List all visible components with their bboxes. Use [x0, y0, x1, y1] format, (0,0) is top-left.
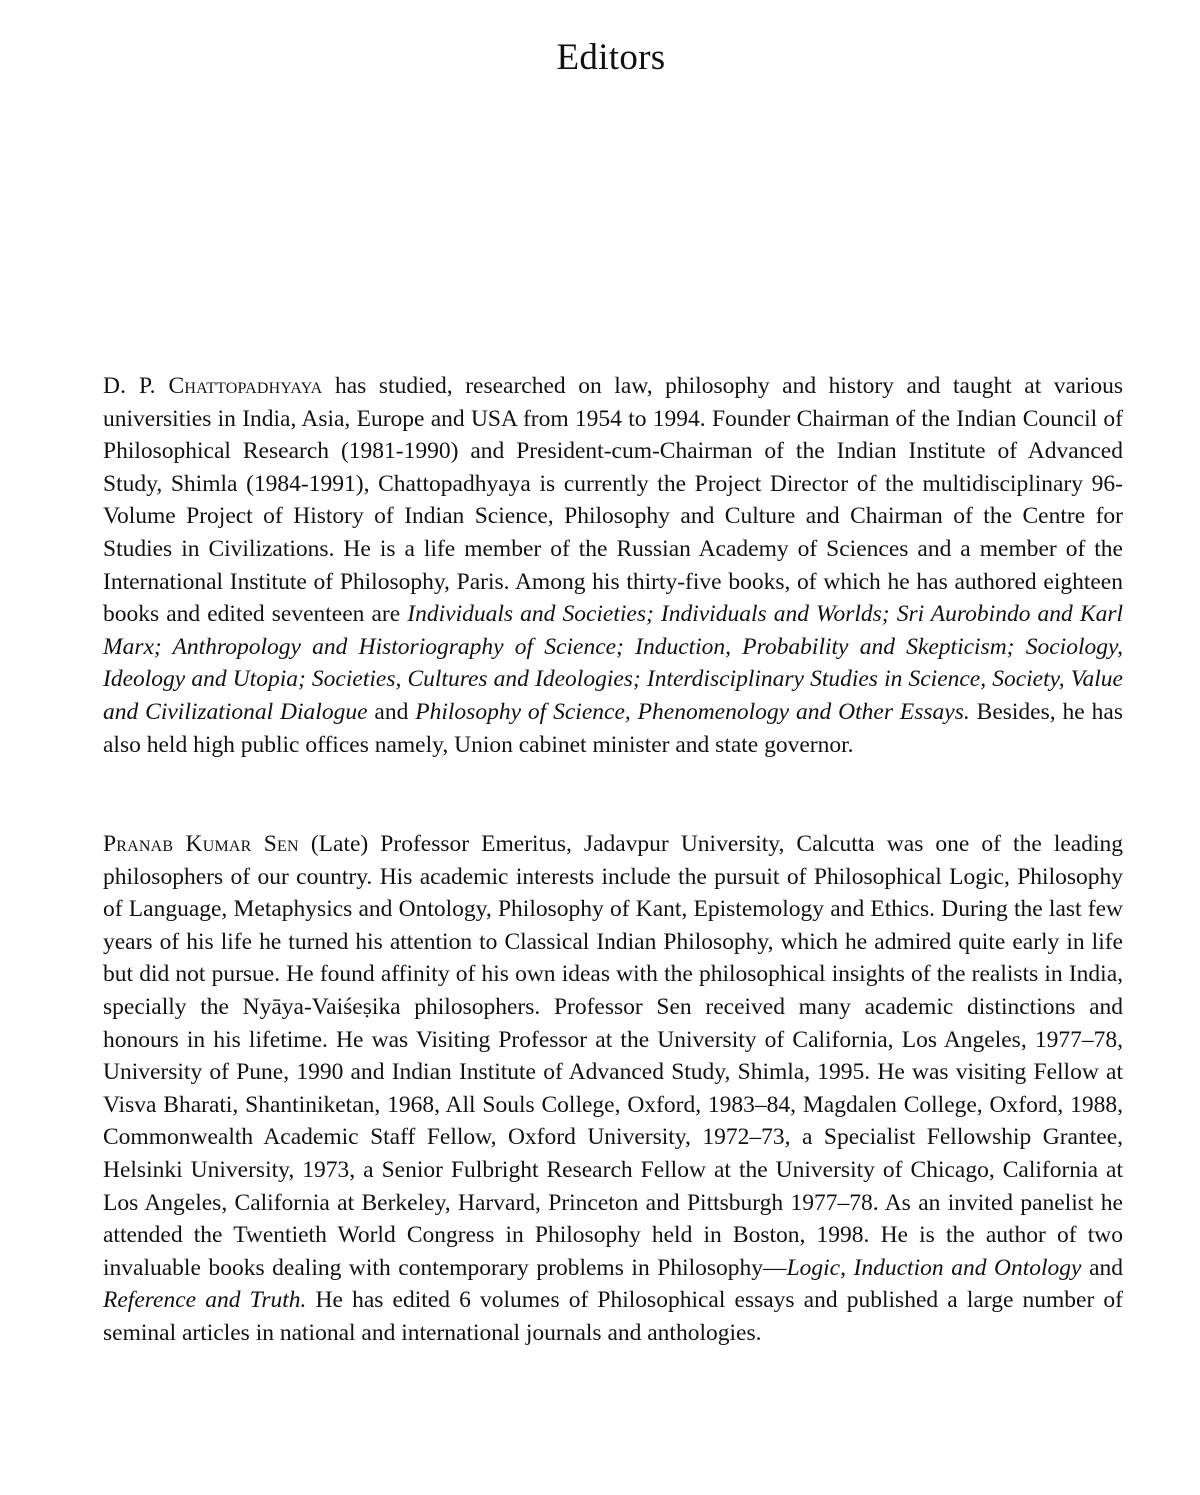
- bio-text: and: [367, 698, 416, 725]
- editor-bio-chattopadhyaya: [103, 370, 1123, 761]
- book-title: Philosophy of Science, Phenomenology and Other Essays.: [415, 698, 970, 725]
- editor-bio-sen: [103, 828, 1123, 1350]
- book-title: Logic, Induction and Ontology: [786, 1254, 1082, 1281]
- bio-text: and: [1081, 1254, 1123, 1281]
- editor-name: D. P. Chattopadhyaya: [103, 373, 323, 399]
- book-titles: Individuals and Societies; Individuals and Worlds; Sri Aurobindo and Karl Marx; Anthropology and Historiography of Science; Induction, Probability and Skepticism; Sociology, Ideology and Utopia; Societies, Cultures and Ideologies; Interdisciplinary Studies in Science, Society, Value and Civilizational Dialogue: [103, 601, 1123, 725]
- bio-text: (Late) Professor Emeritus, Jadavpur University, Calcutta was one of the leading philosophers of our country. His academic interests include the pursuit of Philosophical Logic, Philosophy of Language, Metaphysics and Ontology, Philosophy of Kant, Epistemology and Ethics. During the last few years of his life he turned his attention to Classical Indian Philosophy, which he admired quite early in life but did not pursue. He found affinity of his own ideas with the philosophical insights of the realists in India, specially the Nyāya-Vaiśeṣika philosophers. Professor Sen received many academic distinctions and honours in his lifetime. He was Visiting Professor at the University of California, Los Angeles, 1977–78, University of Pune, 1990 and Indian Institute of Advanced Study, Shimla, 1995. He was visiting Fellow at Visva Bharati, Shantiniketan, 1968, All Souls College, Oxford, 1983–84, Magdalen College, Oxford, 1988, Commonwealth Academic Staff Fellow, Oxford University, 1972–73, a Specialist Fellowship Grantee, Helsinki University, 1973, a Senior Fulbright Research Fellow at the University of Chicago, California at Los Angeles, California at Berkeley, Harvard, Princeton and Pittsburgh 1977–78. As an invited panelist he attended the Twentieth World Congress in Philosophy held in Boston, 1998. He is the author of two invaluable books dealing with contemporary problems in Philosophy—: [103, 831, 1123, 1281]
- bio-text: Besides, he has also held high public offices namely, Union cabinet minister and state governor.: [103, 698, 1123, 758]
- book-title: Reference and Truth.: [103, 1287, 307, 1314]
- bio-text: He has edited 6 volumes of Philosophical essays and published a large number of seminal articles in national and international journals and anthologies.: [103, 1287, 1123, 1346]
- page-title: Editors: [556, 37, 666, 78]
- bio-text: has studied, researched on law, philosophy and history and taught at various universities in India, Asia, Europe and USA from 1954 to 1994. Founder Chairman of the Indian Council of Philosophical Research (1981-1990) and President-cum-Chairman of the Indian Institute of Advanced Study, Shimla (1984-1991), Chattopadhyaya is currently the Project Director of the multidisciplinary 96-Volume Project of History of Indian Science, Philosophy and Culture and Chairman of the Centre for Studies in Civilizations. He is a life member of the Russian Academy of Sciences and a member of the International Institute of Philosophy, Paris. Among his thirty-five books, of which he has authored eighteen books and edited seventeen are: [103, 373, 1123, 628]
- editor-name: Pranab Kumar Sen: [103, 831, 299, 857]
